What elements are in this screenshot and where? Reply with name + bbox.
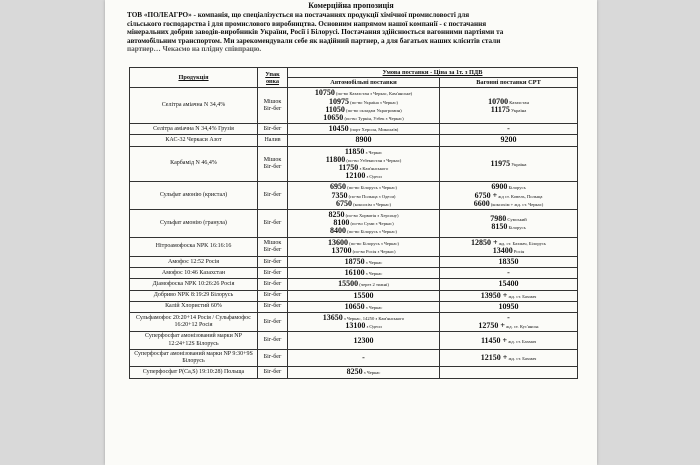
price-line [290, 292, 437, 300]
price-note: (по-во Суми з Черкас) [349, 221, 394, 227]
auto-price-cell [288, 257, 440, 268]
wagon-price-cell [440, 182, 578, 210]
price-note: з Одеси [365, 174, 382, 180]
price-line [290, 125, 437, 133]
price-line [442, 125, 575, 133]
wagon-price-cell [440, 290, 578, 301]
price-note: з Черкас [364, 149, 383, 155]
price-line [442, 292, 575, 300]
auto-price-cell [288, 349, 440, 366]
price-value: 8400 [330, 226, 347, 236]
table-row [130, 237, 578, 256]
price-line [290, 247, 437, 255]
packing-cell [258, 367, 288, 378]
packing-cell [258, 313, 288, 332]
price-line [442, 106, 575, 114]
packing-cell [258, 332, 288, 349]
wagon-price-cell [440, 88, 578, 124]
price-value: 13100 [345, 321, 366, 331]
price-line [290, 89, 437, 97]
price-line [290, 280, 437, 288]
packing-cell [258, 88, 288, 124]
price-note: жд. ст. Бахмач, Білорусь [497, 240, 546, 246]
price-note: з Черкас [362, 370, 381, 376]
price-value: 18350 [498, 257, 519, 267]
auto-price-cell [288, 290, 440, 301]
price-value: 11450 + [480, 335, 508, 345]
price-value: 11975 [490, 158, 511, 168]
packing-type: Біг-бег [263, 258, 282, 265]
price-value: 10950 [498, 301, 519, 311]
price-value: 11850 [344, 146, 365, 156]
table-row [130, 146, 578, 182]
price-note: з Кам'янського [358, 166, 389, 172]
price-value: - [507, 268, 510, 278]
price-value: 10450 [328, 124, 349, 134]
price-line [290, 337, 437, 345]
price-value: 15500 [338, 279, 359, 289]
product-name: Нітроамофоска NPK 16:16:16 [130, 237, 258, 256]
auto-price-cell [288, 313, 440, 332]
product-name: Селітра аміачна N 34,4% [130, 88, 258, 124]
price-value: - [362, 352, 365, 362]
price-note: Україна [510, 161, 527, 167]
price-line [290, 219, 437, 227]
price-value: 12850 + [471, 237, 498, 247]
product-name: Суперфосфат амонізований марки NP 12:24+12S Білорусь [130, 332, 258, 349]
wagon-price-cell [440, 257, 578, 268]
table-body [130, 88, 578, 378]
price-value: 13700 [331, 245, 352, 255]
price-value: 12300 [353, 335, 374, 345]
packing-type: Біг-бег [263, 219, 282, 226]
table-row [130, 88, 578, 124]
price-value: 8250 [346, 367, 363, 377]
auto-price-cell [288, 210, 440, 238]
price-value: 10650 [323, 113, 344, 123]
price-note: (по-во Узбекистан з Черкас) [345, 157, 402, 163]
price-line [442, 280, 575, 288]
price-line [442, 215, 575, 223]
packing-cell [258, 290, 288, 301]
auto-price-cell [288, 124, 440, 135]
price-value: 6750 [336, 198, 352, 208]
price-value: 8150 [491, 222, 508, 232]
price-value: 10975 [329, 96, 350, 106]
price-line [442, 303, 575, 311]
price-line [442, 192, 575, 200]
product-name: Суперфосфат амонізований марки NP 9:30+9S Білорусь [130, 349, 258, 366]
table-row [130, 210, 578, 238]
price-note: жд. ст. Бахмач [507, 355, 537, 361]
wagon-price-cell [440, 367, 578, 378]
auto-price-cell [288, 146, 440, 182]
product-name: Амофос 10:46 Казахстан [130, 268, 258, 279]
packing-type: Біг-бег [263, 292, 282, 299]
document-title: Комерційна пропозиція [308, 1, 394, 10]
packing-type: Біг-бег [263, 318, 282, 325]
price-note: з Черкас [364, 271, 383, 277]
wagon-price-cell [440, 135, 578, 146]
price-note: (коксохім з Черкас) [352, 201, 391, 207]
price-line [290, 200, 437, 208]
price-value: 16100 [344, 268, 365, 278]
price-line [442, 269, 575, 277]
price-value: 15400 [498, 279, 519, 289]
price-value: - [507, 313, 510, 323]
price-value: 11750 [338, 163, 359, 173]
packing-type: Мішок [263, 239, 282, 246]
price-line [290, 354, 437, 362]
price-line [290, 368, 437, 376]
product-name: Карбамід N 46,4% [130, 146, 258, 182]
price-line [290, 156, 437, 164]
price-line [290, 172, 437, 180]
auto-price-cell [288, 279, 440, 290]
price-note: (по-во Росія з Черкас) [351, 248, 396, 254]
packing-type: Біг-бег [263, 354, 282, 361]
price-value: 13600 [328, 237, 349, 247]
auto-price-cell [288, 367, 440, 378]
price-line [290, 183, 437, 191]
table-row [130, 268, 578, 279]
price-line [442, 247, 575, 255]
price-value: 8900 [355, 135, 372, 145]
price-line [290, 227, 437, 235]
price-line [290, 114, 437, 122]
price-value: 11175 [490, 104, 510, 114]
wagon-price-cell [440, 301, 578, 312]
price-value: 10750 [314, 88, 335, 98]
wagon-price-cell [440, 210, 578, 238]
wagon-price-cell [440, 146, 578, 182]
price-value: - [507, 124, 510, 134]
table-row [130, 279, 578, 290]
header-product: Продукція [130, 68, 258, 88]
packing-type: Біг-бег [263, 337, 282, 344]
packing-type: Біг-бег [263, 280, 282, 287]
packing-type: Біг-бег [263, 125, 282, 132]
price-line [290, 192, 437, 200]
price-line [442, 337, 575, 345]
table-row [130, 135, 578, 146]
price-note: Білорусь [507, 225, 526, 231]
price-value: 6600 [473, 198, 490, 208]
price-value: 12750 + [478, 321, 505, 331]
price-note: Казахстан [508, 99, 529, 105]
price-value: 10650 [344, 301, 365, 311]
packing-type: Налив [264, 136, 281, 143]
price-table [129, 67, 578, 379]
price-note: з Одеси [365, 324, 382, 330]
product-name: КАС-32 Черкаси Азот [130, 135, 258, 146]
price-line [442, 183, 575, 191]
price-line [442, 354, 575, 362]
price-line [290, 106, 437, 114]
price-note: Україна [509, 107, 527, 113]
product-name: Діамофоска NPK 10:26:26 Росія [130, 279, 258, 290]
auto-price-cell [288, 268, 440, 279]
price-note: жд. ст. Бахмач [507, 293, 537, 299]
price-value: 13400 [492, 245, 513, 255]
product-name: Суперфосфат P(Ca,S) 19:10:28) Польща [130, 367, 258, 378]
document-page [105, 0, 597, 465]
price-line [442, 258, 575, 266]
packing-cell [258, 146, 288, 182]
packing-cell [258, 257, 288, 268]
price-line [290, 98, 437, 106]
table-row [130, 367, 578, 378]
packing-type: Біг-бег [263, 105, 282, 112]
header-packing: Упак овка [258, 68, 288, 88]
price-note: (через 2 тижні) [358, 282, 389, 288]
price-note: з Черкас [364, 260, 383, 266]
price-line [290, 258, 437, 266]
wagon-price-cell [440, 124, 578, 135]
price-note: (по-во Туркін, Узбек з Черкас) [343, 116, 404, 122]
price-value: 10700 [488, 96, 509, 106]
price-value: 6950 [330, 182, 347, 192]
header-auto: Автомобільні поставки [288, 78, 440, 88]
product-name: Калій Хлористий 60% [130, 301, 258, 312]
wagon-price-cell [440, 279, 578, 290]
price-value: 11800 [325, 154, 346, 164]
intro-line: автомобільним транспортом. Ми зарекомендували себе як надійний партнер, а для багатьох наших клієнтів стали [127, 36, 501, 45]
price-note: (порт Херсон, Миколаїв) [348, 127, 399, 133]
price-note: (по-во Казахстан з Черкас, Кам'янське) [334, 91, 413, 97]
price-note: жд ст. Ковель, Польща [497, 193, 543, 199]
price-value: 12150 + [480, 352, 508, 362]
wagon-price-cell [440, 237, 578, 256]
packing-type: Мішок [263, 156, 282, 163]
table-row [130, 301, 578, 312]
auto-price-cell [288, 237, 440, 256]
price-value: 8250 [328, 210, 345, 220]
price-note: (по-во Білорусь з Черкас) [348, 240, 399, 246]
product-name: Амофос 12:52 Росія [130, 257, 258, 268]
packing-type: Біг-бег [263, 246, 282, 253]
header-wagon: Вагонні поставки СРТ [440, 78, 578, 88]
price-note: (по-во Хорватія з Херсону) [344, 213, 399, 219]
price-line [290, 239, 437, 247]
packing-type: Біг-бег [263, 303, 282, 310]
packing-type: Біг-бег [263, 164, 282, 171]
price-note: (по-во складам Украгромин) [344, 107, 402, 113]
intro-line: мінеральних добрив заводів-виробників України, Росії і Білорусі. Постачання здійснюється вагонними партіями та [127, 28, 504, 37]
price-note: (по-во Білорусь з Черкас) [346, 185, 397, 191]
auto-price-cell [288, 301, 440, 312]
price-line [290, 211, 437, 219]
product-name: Сульфат амонію (кристал) [130, 182, 258, 210]
packing-cell [258, 237, 288, 256]
auto-price-cell [288, 182, 440, 210]
auto-price-cell [288, 135, 440, 146]
packing-cell [258, 349, 288, 366]
price-line [442, 136, 575, 144]
packing-type: Мішок [263, 98, 282, 105]
price-note: Білорусь [507, 185, 526, 191]
price-line [442, 314, 575, 322]
intro-line: ТОВ «ПОЛЕАГРО» - компанія, що спеціалізується на постачаннях продукції хімічної промисловості для [127, 11, 470, 19]
packing-type: Біг-бег [263, 269, 282, 276]
packing-cell [258, 268, 288, 279]
price-line [442, 200, 575, 208]
table-row [130, 313, 578, 332]
wagon-price-cell [440, 313, 578, 332]
price-value: 8100 [333, 218, 350, 228]
table-row [130, 182, 578, 210]
intro-paragraph [127, 11, 575, 54]
product-name: Добриво NPK 8:19:29 Білорусь [130, 290, 258, 301]
price-value: 7350 [331, 190, 348, 200]
packing-cell [258, 124, 288, 135]
intro-tail: партнер… Чекаємо на плідну співпрацю. [127, 45, 262, 54]
intro-line: сільського господарства і для промислового виробництва. Основним напрямом нашої компанії - є постачання [127, 19, 487, 28]
packing-type: Біг-бег [263, 368, 282, 375]
price-note: (по-во Білорусь з Черкас) [346, 229, 397, 235]
price-value: 7980 [490, 214, 507, 224]
price-note: (по-во Польща з Одеси) [347, 193, 396, 199]
table-row [130, 124, 578, 135]
price-line [290, 136, 437, 144]
price-value: 13650 [322, 313, 343, 323]
product-name: Селітра аміачна N 34,4% Грузія [130, 124, 258, 135]
price-value: 18750 [344, 257, 365, 267]
packing-cell [258, 279, 288, 290]
price-line [290, 269, 437, 277]
packing-cell [258, 210, 288, 238]
price-line [290, 303, 437, 311]
auto-price-cell [288, 88, 440, 124]
price-value: 6750 + [474, 190, 498, 200]
price-line [290, 148, 437, 156]
price-value: 11050 [325, 104, 345, 114]
price-note: Сумський [506, 217, 527, 223]
packing-type: Біг-бег [263, 192, 282, 199]
table-row [130, 332, 578, 349]
packing-cell [258, 301, 288, 312]
price-note: Росія [512, 248, 525, 254]
price-value: 9200 [500, 135, 517, 145]
price-note: жд. ст. Бахмач [507, 338, 537, 344]
auto-price-cell [288, 332, 440, 349]
product-name: Сульфат амонію (гранула) [130, 210, 258, 238]
header-conditions: Умова поставки - Ціна за 1т. з ПДВ [288, 68, 578, 78]
price-line [442, 322, 575, 330]
price-value: 13950 + [480, 290, 508, 300]
price-note: з Черкас [364, 304, 383, 310]
price-line [442, 223, 575, 231]
wagon-price-cell [440, 332, 578, 349]
table-row [130, 349, 578, 366]
price-line [442, 160, 575, 168]
packing-cell [258, 135, 288, 146]
price-note: (по-во Україна з Черкас) [349, 99, 398, 105]
price-line [290, 322, 437, 330]
product-name: Сульфамофос 20:20+14 Росія / Сульфамофос 16:20+12 Росія [130, 313, 258, 332]
price-note: жд. ст. Кус'янськ [504, 324, 539, 330]
price-value: 6900 [491, 182, 508, 192]
price-value: 12100 [345, 171, 366, 181]
table-row [130, 257, 578, 268]
table-row [130, 290, 578, 301]
wagon-price-cell [440, 268, 578, 279]
price-note: (коксохім + жд. ст. Черкас) [489, 201, 544, 207]
wagon-price-cell [440, 349, 578, 366]
price-note: з Черкас, 14250 з Кам'янського [342, 316, 405, 322]
packing-cell [258, 182, 288, 210]
price-value: 15500 [353, 290, 374, 300]
